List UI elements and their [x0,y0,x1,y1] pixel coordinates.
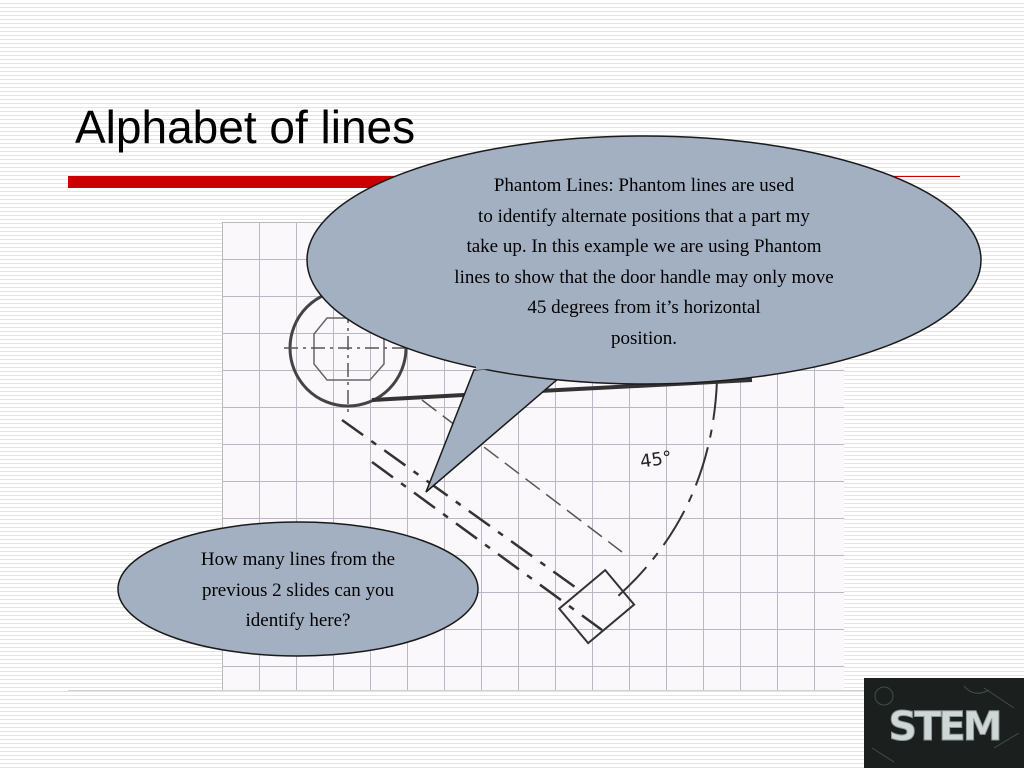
slide-title: Alphabet of lines [75,101,416,153]
question-line: How many lines from the [200,549,396,570]
callout-line: 45 degrees from it’s horizontal [527,297,761,318]
callout-line: take up. In this example we are using Phantom [466,236,822,257]
callout-line: lines to show that the door handle may only move [454,266,834,288]
footer-rule [68,690,960,691]
question-line: previous 2 slides can you [201,579,395,601]
angle-label: 45° [638,447,674,473]
callout-line: to identify alternate positions that a part my [478,205,810,227]
phantom-callout-text [352,171,936,354]
stem-logo [864,678,1024,768]
question-bubble-text [140,545,456,637]
callout-line: position. [611,327,677,349]
question-line: identify here? [245,610,351,631]
stem-logo-text: STEM [888,704,1000,750]
callout-line: Phantom Lines: Phantom lines are used [493,175,795,196]
